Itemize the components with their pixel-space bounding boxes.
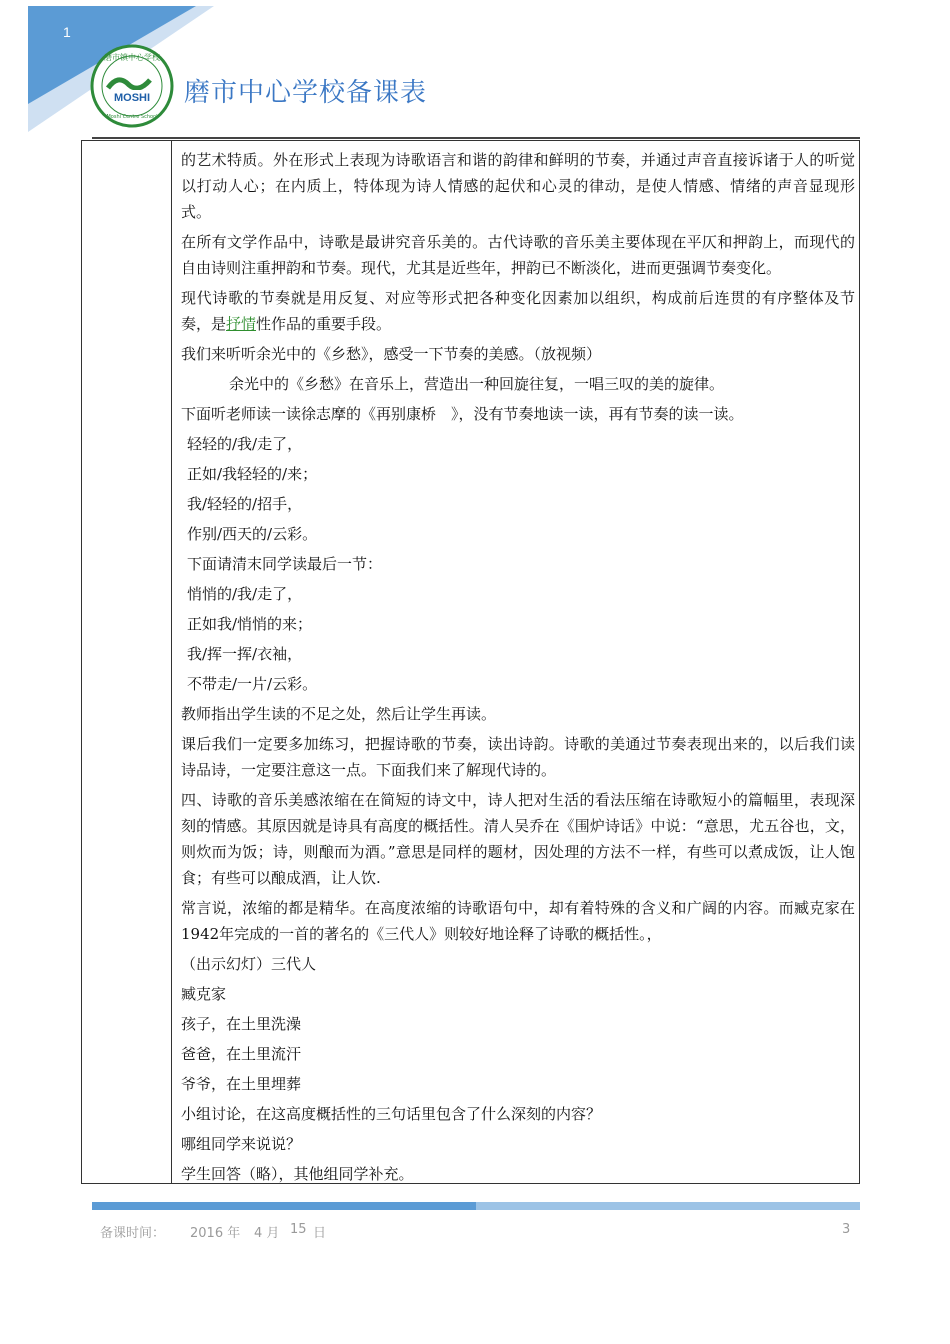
poem-line: 正如/我轻轻的/来； [187,465,318,483]
footer-day: 15 [290,1222,307,1237]
poem-line: （出示幻灯）三代人 [181,955,317,973]
paragraph: 学生回答（略），其他组同学补充。 [181,1165,414,1183]
poem-line: 臧克家 [181,985,227,1003]
lyric-link[interactable]: 抒情 [226,315,257,333]
paragraph: 的艺术特质。外在形式上表现为诗歌语言和谐的韵律和鲜明的节奏，并通过声音直接诉诸于人的听觉以打动人心；在内质上，特体现为诗人情感的起伏和心灵的律动，是使人情感、情绪的声音显现形式。 [181,151,855,221]
paragraph: 我们来听听余光中的《乡愁》，感受一下节奏的美感。（放视频） [181,345,602,363]
lesson-table [81,140,860,1184]
paragraph: 余光中的《乡愁》在音乐上，营造出一种回旋往复，一唱三叹的美的旋律。 [229,375,725,393]
logo-text-cn: 磨市镇中心学校 [104,53,160,62]
poem-line: 孩子，在土里洗澡 [181,1015,302,1033]
poem-line: 悄悄的/我/走了， [187,585,303,603]
poem-line: 我/轻轻的/招手， [187,495,303,513]
lesson-content [181,147,855,1184]
paragraph: 四、诗歌的音乐美感浓缩在在简短的诗文中，诗人把对生活的看法压缩在诗歌短小的篇幅里，表现深刻的情感。其原因就是诗具有高度的概括性。清人吴乔在《围炉诗话》中说：“意思，尤五谷也，文，则炊而为饭；诗，则酿而为酒。”意思是同样的题材，因处理的方法不一样，有些可以煮成饭，让人饱食；有些可以酿成酒，让人饮. [181,791,855,887]
poem-line: 爸爸，在土里流汗 [181,1045,302,1063]
page-number-top: 1 [63,24,71,40]
paragraph: 现代诗歌的节奏就是用反复、对应等形式把各种变化因素加以组织，构成前后连贯的有序整体及节奏，是抒情性作品的重要手段。 [181,289,855,333]
poem-line: 我/挥一挥/衣袖， [187,645,303,663]
footer-bar [92,1202,860,1210]
paragraph: 在所有文学作品中，诗歌是最讲究音乐美的。古代诗歌的音乐美主要体现在平仄和押韵上，而现代的自由诗则注重押韵和节奏。现代，尤其是近些年，押韵已不断淡化，进而更强调节奏变化。 [181,233,855,277]
poem-line: 正如我/悄悄的来； [187,615,313,633]
logo-subtitle: Moshi Centre School [106,114,158,120]
footer-month: 4 月 [254,1226,280,1241]
paragraph: 哪组同学来说说？ [181,1135,302,1153]
paragraph: 下面听老师读一读徐志摩的《再别康桥 》，没有节奏地读一读，再有节奏的读一读。 [181,405,744,423]
paragraph: 下面请清末同学读最后一节： [187,555,383,573]
school-title: 磨市中心学校备课表 [184,78,428,108]
poem-line: 轻轻的/我/走了， [187,435,303,453]
paragraph: 小组讨论，在这高度概括性的三句话里包含了什么深刻的内容？ [181,1105,602,1123]
logo-text-en: MOSHI [113,92,151,104]
footer-label: 备课时间： [100,1226,166,1241]
school-logo [90,44,174,128]
footer-page-number: 3 [842,1222,851,1237]
header-rule [92,137,860,139]
paragraph: 教师指出学生读的不足之处，然后让学生再读。 [181,705,497,723]
paragraph: 课后我们一定要多加练习，把握诗歌的节奏，读出诗韵。诗歌的美通过节奏表现出来的，以后我们读诗品诗，一定要注意这一点。下面我们来了解现代诗的。 [181,735,855,779]
table-left-column [82,141,172,1183]
poem-line: 不带走/一片/云彩。 [187,675,318,693]
poem-line: 爷爷，在土里埋葬 [181,1075,302,1093]
footer-day-suffix: 日 [313,1226,327,1241]
footer-year: 2016 年 [190,1226,241,1241]
poem-line: 作别/西天的/云彩。 [187,525,318,543]
paragraph: 常言说，浓缩的都是精华。在高度浓缩的诗歌语句中，却有着特殊的含义和广阔的内容。而臧克家在1942年完成的一首的著名的《三代人》则较好地诠释了诗歌的概括性。， [181,899,855,943]
